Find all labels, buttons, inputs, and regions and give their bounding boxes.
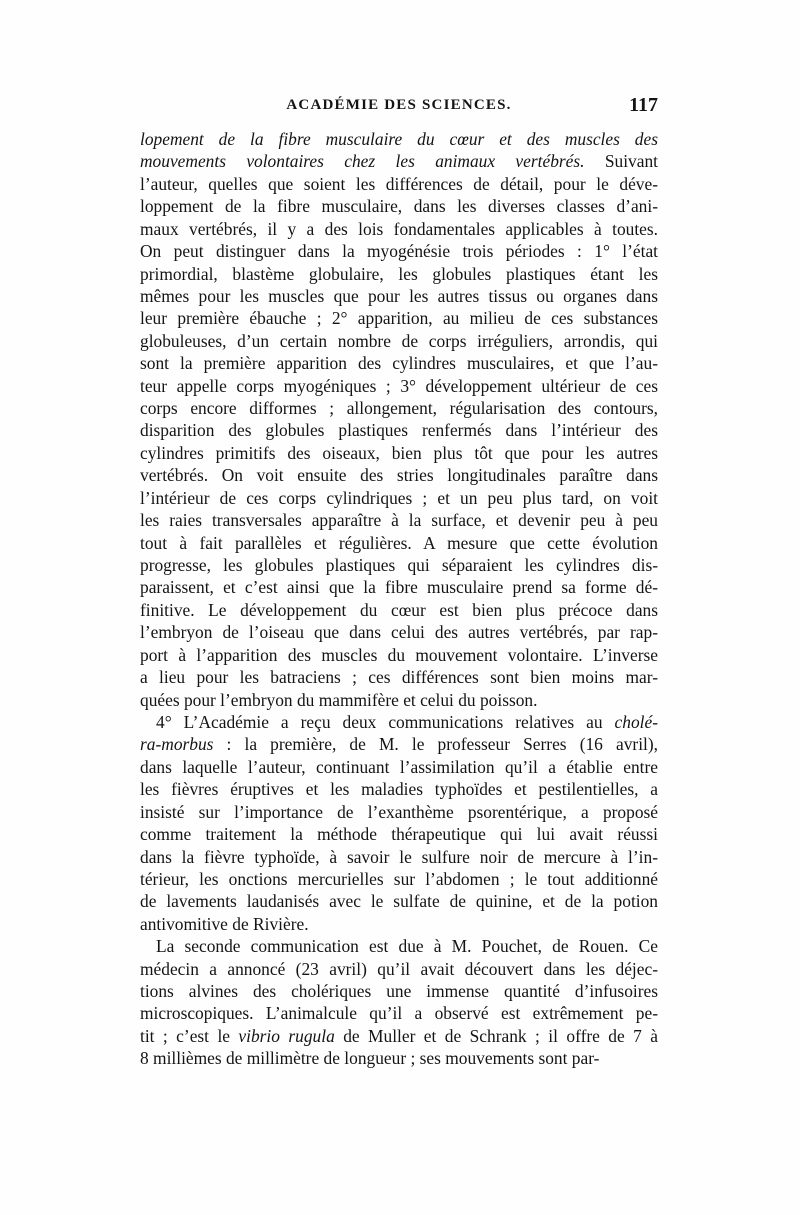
text-span: térieur, les onctions mercurielles sur l’abdomen ; le tout additionné xyxy=(140,868,658,889)
text-line xyxy=(140,195,658,217)
text-span: médecin a annoncé (23 avril) qu’il avait découvert dans les déjec- xyxy=(140,958,658,979)
text-span: teur appelle corps myogéniques ; 3° développement ultérieur de ces xyxy=(140,375,658,396)
italic-text: cholé- xyxy=(614,711,658,732)
text-line xyxy=(140,711,658,733)
text-span: leur première ébauche ; 2° apparition, au milieu de ces substances xyxy=(140,308,658,329)
text-line xyxy=(140,666,658,688)
text-span: dans la fièvre typhoïde, à savoir le sulfure noir de mercure à l’in- xyxy=(140,846,658,867)
text-span: de Muller et de Schrank ; il offre de 7 à xyxy=(334,1025,658,1046)
text-line xyxy=(140,307,658,329)
paragraph xyxy=(140,128,658,711)
text-span: port à l’apparition des muscles du mouvement volontaire. L’inverse xyxy=(140,644,658,665)
text-span: dans laquelle l’auteur, continuant l’assimilation qu’il a établie entre xyxy=(140,756,658,777)
text-span: a lieu pour les batraciens ; ces différences sont bien moins mar- xyxy=(140,667,658,688)
paragraph xyxy=(140,935,658,1070)
text-line xyxy=(140,621,658,643)
text-line xyxy=(140,532,658,554)
running-head xyxy=(140,94,658,121)
text-span: antivomitive de Rivière. xyxy=(140,913,309,934)
italic-text: lopement de la fibre musculaire du cœur et des muscles des xyxy=(140,129,658,149)
text-line xyxy=(140,823,658,845)
text-line xyxy=(140,958,658,980)
text-span: tit ; c’est le xyxy=(140,1025,239,1046)
text-span: : la première, de M. le professeur Serres (16 avril), xyxy=(213,734,658,755)
italic-text: vibrio rugula xyxy=(238,1025,335,1046)
body-text xyxy=(140,128,658,1070)
text-line xyxy=(140,397,658,419)
text-line xyxy=(140,285,658,307)
text-line xyxy=(140,913,658,935)
text-line xyxy=(140,375,658,397)
text-span: 4° L’Académie a reçu deux communications relatives au xyxy=(156,711,615,732)
text-line xyxy=(140,689,658,711)
text-span: les fièvres éruptives et les maladies typhoïdes et pestilentielles, a xyxy=(140,779,658,800)
text-span: corps encore difformes ; allongement, régularisation des contours, xyxy=(140,398,658,419)
text-line xyxy=(140,733,658,755)
text-span: On peut distinguer dans la myogénésie trois périodes : 1° l’état xyxy=(140,241,658,262)
text-line xyxy=(140,890,658,912)
page-number: 117 xyxy=(629,94,658,116)
text-span: tout à fait parallèles et régulières. A mesure que cette évolution xyxy=(140,532,658,553)
text-span: disparition des globules plastiques renfermés dans l’intérieur des xyxy=(140,420,658,441)
text-span: insisté sur l’importance de l’exanthème psorentérique, a proposé xyxy=(140,801,658,822)
text-line xyxy=(140,576,658,598)
text-line xyxy=(140,464,658,486)
text-span: les raies transversales apparaître à la surface, et devenir peu à peu xyxy=(140,510,658,531)
text-line xyxy=(140,419,658,441)
text-line xyxy=(140,352,658,374)
text-span: quées pour l’embryon du mammifère et celui du poisson. xyxy=(140,689,538,710)
text-span: cylindres primitifs des oiseaux, bien plus tôt que pour les autres xyxy=(140,442,658,463)
text-span: vertébrés. On voit ensuite des stries longitudinales paraître dans xyxy=(140,465,658,486)
running-title: ACADÉMIE DES SCIENCES. xyxy=(286,97,512,113)
text-span: maux vertébrés, il y a des lois fondamentales applicables à toutes. xyxy=(140,218,658,239)
text-line xyxy=(140,1002,658,1024)
text-span: La seconde communication est due à M. Pouchet, de Rouen. Ce xyxy=(156,936,658,957)
text-line xyxy=(140,240,658,262)
text-span: comme traitement la méthode thérapeutique qui lui avait réussi xyxy=(140,824,658,845)
text-line xyxy=(140,1047,658,1069)
text-line xyxy=(140,509,658,531)
text-span: Suivant xyxy=(584,151,658,172)
text-line xyxy=(140,330,658,352)
text-line xyxy=(140,756,658,778)
text-line xyxy=(140,263,658,285)
text-span: progresse, les globules plastiques qui séparaient les cylindres dis- xyxy=(140,555,658,576)
text-span: sont la première apparition des cylindres musculaires, et que l’au- xyxy=(140,353,658,374)
text-line xyxy=(140,644,658,666)
text-line xyxy=(140,935,658,957)
text-span: paraissent, et c’est ainsi que la fibre musculaire prend sa forme dé- xyxy=(140,577,658,598)
text-span: tions alvines des cholériques une immense quantité d’infusoires xyxy=(140,981,658,1002)
italic-text: ra-morbus xyxy=(140,734,214,755)
italic-text: mouvements volontaires chez les animaux vertébrés. xyxy=(140,151,585,172)
text-span: loppement de la fibre musculaire, dans les diverses classes d’ani- xyxy=(140,196,658,217)
text-span: de lavements laudanisés avec le sulfate de quinine, et de la potion xyxy=(140,891,658,912)
text-line xyxy=(140,846,658,868)
text-line xyxy=(140,980,658,1002)
text-line xyxy=(140,218,658,240)
text-span: l’embryon de l’oiseau que dans celui des autres vertébrés, par rap- xyxy=(140,622,658,643)
text-span: l’auteur, quelles que soient les différences de détail, pour le déve- xyxy=(140,173,658,194)
text-line xyxy=(140,487,658,509)
text-line xyxy=(140,173,658,195)
text-span: l’intérieur de ces corps cylindriques ; et un peu plus tard, on voit xyxy=(140,487,658,508)
text-line xyxy=(140,599,658,621)
text-line xyxy=(140,801,658,823)
text-line xyxy=(140,554,658,576)
text-line xyxy=(140,128,658,150)
text-line xyxy=(140,150,658,172)
text-span: finitive. Le développement du cœur est bien plus précoce dans xyxy=(140,599,658,620)
text-span: microscopiques. L’animalcule qu’il a observé est extrêmement pe- xyxy=(140,1003,658,1024)
text-span: primordial, blastème globulaire, les globules plastiques étant les xyxy=(140,263,658,284)
text-line xyxy=(140,868,658,890)
text-line xyxy=(140,442,658,464)
text-line xyxy=(140,778,658,800)
paragraph xyxy=(140,711,658,935)
text-line xyxy=(140,1025,658,1047)
text-span: mêmes pour les muscles que pour les autres tissus ou organes dans xyxy=(140,285,658,306)
text-span: globuleuses, d’un certain nombre de corps irréguliers, arrondis, qui xyxy=(140,330,658,351)
text-span: 8 millièmes de millimètre de longueur ; ses mouvements sont par- xyxy=(140,1048,600,1069)
